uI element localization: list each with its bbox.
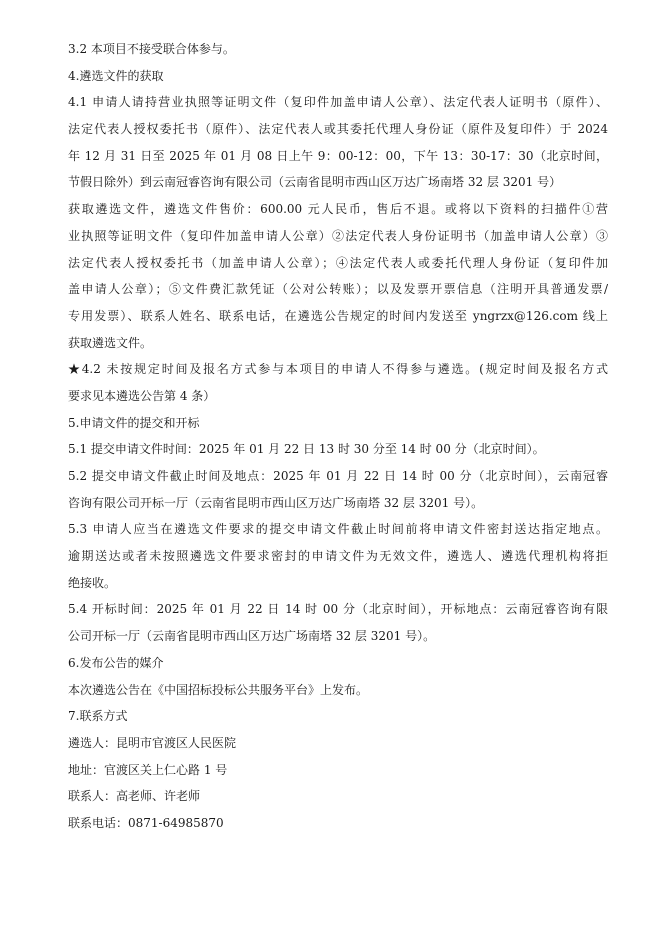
text-line: 咨询有限公司开标一厅（云南省昆明市西山区万达广场南塔 32 层 3201 号）。 bbox=[68, 495, 484, 510]
text-line: 5.3 申请人应当在遴选文件要求的提交申请文件截止时间前将申请文件密封送达指定地点。 bbox=[68, 522, 608, 537]
text-line: 业执照等证明文件（复印件加盖申请人公章）②法定代表人身份证明书（加盖申请人公章）③ bbox=[68, 228, 608, 243]
text-line: 绝接收。 bbox=[68, 575, 117, 590]
document-body bbox=[68, 36, 608, 837]
text-line: 法定代表人授权委托书（加盖申请人公章）；④法定代表人或委托代理人身份证（复印件加 bbox=[68, 255, 608, 270]
text-line: 法定代表人授权委托书（原件）、法定代表人或其委托代理人身份证（原件及复印件）于 2024 bbox=[68, 122, 608, 137]
text-line: 5.1 提交申请文件时间：2025 年 01 月 22 日 13 时 30 分至 14 时 00 分（北京时间）。 bbox=[68, 442, 545, 457]
text-line: 获取遴选文件，遴选文件售价：600.00 元人民币，售后不退。或将以下资料的扫描件①营 bbox=[68, 202, 608, 217]
contact-phone: 联系电话：0871-64985870 bbox=[68, 815, 224, 830]
text-line: 4.1 申请人请持营业执照等证明文件（复印件加盖申请人公章）、法定代表人证明书（原件）、 bbox=[68, 95, 608, 110]
contact-person: 联系人：高老师、许老师 bbox=[68, 789, 201, 804]
text-line: 5.4 开标时间：2025 年 01 月 22 日 14 时 00 分（北京时间），开标地点：云南冠睿咨询有限 bbox=[68, 602, 608, 617]
text-line: 盖申请人公章）；⑤文件费汇款凭证（公对公转账）；以及发票开票信息（注明开具普通发票/ bbox=[68, 282, 608, 297]
section-heading: 7.联系方式 bbox=[68, 709, 128, 724]
section-heading: 5.申请文件的提交和开标 bbox=[68, 415, 200, 430]
text-line: 3.2 本项目不接受联合体参与。 bbox=[68, 42, 235, 56]
section-heading: 6.发布公告的媒介 bbox=[68, 655, 164, 670]
contact-selector: 遴选人：昆明市官渡区人民医院 bbox=[68, 735, 237, 750]
text-line: 获取遴选文件。 bbox=[68, 335, 153, 350]
text-line: 专用发票）、联系人姓名、联系电话，在遴选公告规定的时间内发送至 yngrzx@126.com 线上 bbox=[68, 308, 608, 323]
contact-address: 地址：官渡区关上仁心路 1 号 bbox=[68, 762, 228, 777]
text-line: 节假日除外）到云南冠睿咨询有限公司（云南省昆明市西山区万达广场南塔 32 层 3201 号） bbox=[68, 175, 562, 190]
section-heading: 4.遴选文件的获取 bbox=[68, 68, 164, 83]
starred-text-line: ★4.2 未按规定时间及报名方式参与本项目的申请人不得参与遴选。(规定时间及报名方式 bbox=[68, 362, 608, 377]
text-line: 要求见本遴选公告第 4 条） bbox=[68, 388, 216, 403]
text-line: 年 12 月 31 日至 2025 年 01 月 08 日上午 9：00-12：00，下午 13：30-17：30（北京时间， bbox=[68, 148, 608, 163]
text-line: 5.2 提交申请文件截止时间及地点：2025 年 01 月 22 日 14 时 00 分（北京时间），云南冠睿 bbox=[68, 469, 608, 483]
text-line: 本次遴选公告在《中国招标投标公共服务平台》上发布。 bbox=[68, 682, 369, 697]
text-line: 逾期送达或者未按照遴选文件要求密封的申请文件为无效文件，遴选人、遴选代理机构将拒 bbox=[68, 549, 608, 564]
text-line: 公司开标一厅（云南省昆明市西山区万达广场南塔 32 层 3201 号）。 bbox=[68, 629, 436, 644]
